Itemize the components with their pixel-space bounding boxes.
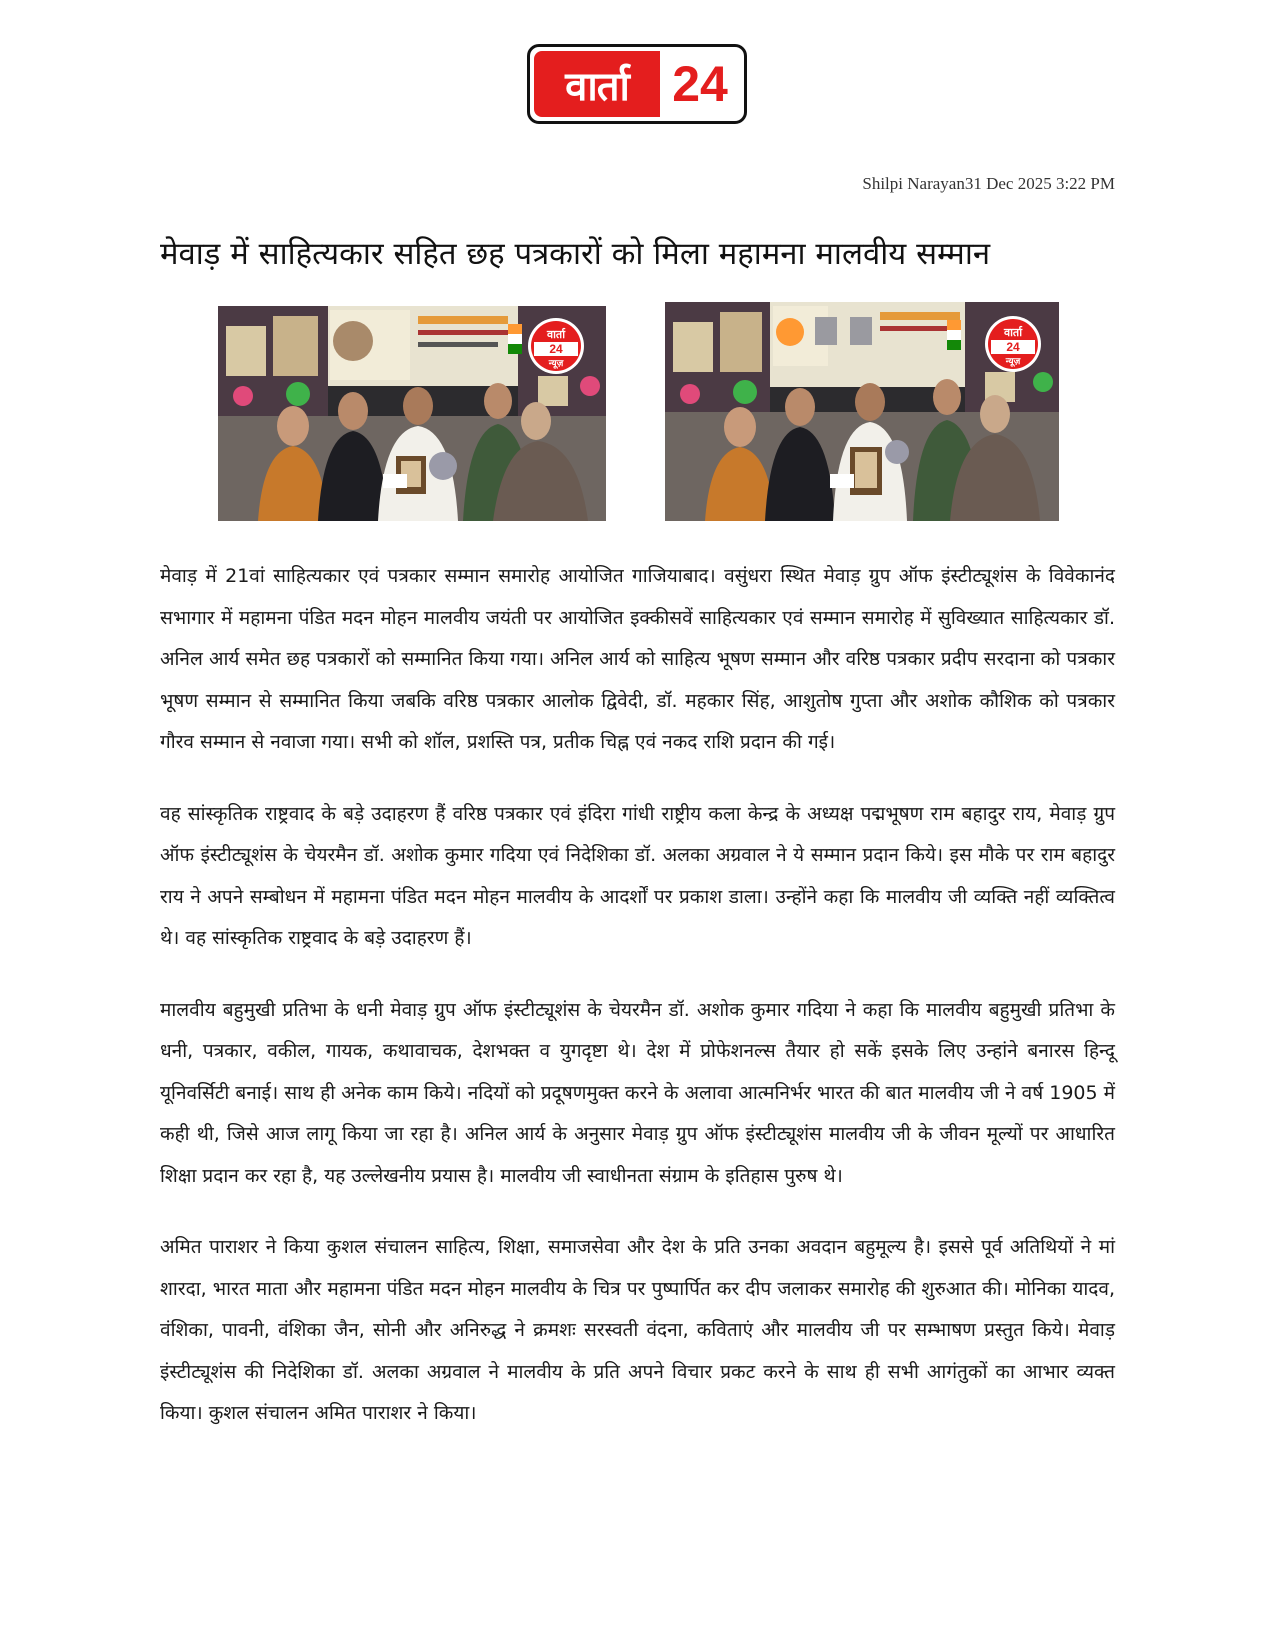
- article-paragraph: वह सांस्कृतिक राष्ट्रवाद के बड़े उदाहरण हैं वरिष्ठ पत्रकार एवं इंदिरा गांधी राष्ट्रीय कला केन्द्र के अध्यक्ष पद्मभूषण राम बहादुर राय, मेवाड़ ग्रुप ऑफ इंस्टीट्यूशंस के चेयरमैन डॉ. अशोक कुमार गदिया एवं निदेशिका डॉ. अलका अग्रवाल ने ये सम्मान प्रदान किये। इस मौके पर राम बहादुर राय ने अपने सम्बोधन में महामना पंडित मदन मोहन मालवीय के आदर्शों पर प्रकाश डाला। उन्होंने कहा कि मालवीय जी व्यक्ति नहीं व्यक्तित्व थे। वह सांस्कृतिक राष्ट्रवाद के बड़े उदाहरण हैं।: [160, 802, 1115, 949]
- author-name: Shilpi Narayan: [862, 174, 965, 193]
- logo-wordmark: वार्ता: [534, 51, 660, 117]
- article-paragraph: अमित पाराशर ने किया कुशल संचालन साहित्य, शिक्षा, समाजसेवा और देश के प्रति उनका अवदान बहुमूल्य है। इससे पूर्व अतिथियों ने मां शारदा, भारत माता और महामना पंडित मदन मोहन मालवीय के चित्र पर पुष्पार्पित कर दीप जलाकर समारोह की शुरुआत की। मोनिका यादव, वंशिका, पावनी, वंशिका जैन, सोनी और अनिरुद्ध ने क्रमशः सरस्वती वंदना, कविताएं और मालवीय जी पर सम्भाषण प्रस्तुत किये। मेवाड़ इंस्टीट्यूशंस की निदेशिका डॉ. अलका अग्रवाल ने मालवीय के प्रति अपने विचार प्रकट करने के साथ ही सभी आगंतुकों का आभार व्यक्त किया। कुशल संचालन अमित पाराशर ने किया।: [160, 1236, 1115, 1424]
- byline: [862, 174, 1115, 194]
- event-photo-1-graphic: [218, 306, 606, 521]
- publish-datetime: 31 Dec 2025 3:22 PM: [964, 174, 1115, 193]
- photo-badge-bottom: न्यूज़: [1005, 357, 1021, 367]
- photo-badge-number: 24: [549, 342, 563, 356]
- photo-badge-top: वार्ता: [1003, 326, 1023, 339]
- event-photo-2-graphic: [665, 302, 1059, 521]
- article-body: [160, 556, 1115, 1465]
- article-paragraph: मेवाड़ में 21वां साहित्यकार एवं पत्रकार सम्मान समारोह आयोजित गाजियाबाद। वसुंधरा स्थित मेवाड़ ग्रुप ऑफ इंस्टीट्यूशंस के विवेकानंद सभागार में महामना पंडित मदन मोहन मालवीय जयंती पर आयोजित इक्कीसवें साहित्यकार एवं सम्मान समारोह में सुविख्यात साहित्यकार डॉ. अनिल आर्य समेत छह पत्रकारों को सम्मानित किया गया। अनिल आर्य को साहित्य भूषण सम्मान और वरिष्ठ पत्रकार प्रदीप सरदाना को पत्रकार भूषण सम्मान से सम्मानित किया जबकि वरिष्ठ पत्रकार आलोक द्विवेदी, डॉ. महकार सिंह, आशुतोष गुप्ता और अशोक कौशिक को पत्रकार गौरव सम्मान से नवाजा गया। सभी को शॉल, प्रशस्ति पत्र, प्रतीक चिह्न एवं नकद राशि प्रदान की गई।: [160, 565, 1115, 753]
- article-paragraph: मालवीय बहुमुखी प्रतिभा के धनी मेवाड़ ग्रुप ऑफ इंस्टीट्यूशंस के चेयरमैन डॉ. अशोक कुमार गदिया ने कहा कि मालवीय बहुमुखी प्रतिभा के धनी, पत्रकार, वकील, गायक, कथावाचक, देशभक्त व युगदृष्टा थे। देश में प्रोफेशनल्स तैयार हो सकें इसके लिए उन्हांने बनारस हिन्दू यूनिवर्सिटी बनाई। साथ ही अनेक काम किये। नदियों को प्रदूषणमुक्त करने के अलावा आत्मनिर्भर भारत की बात मालवीय जी ने वर्ष 1905 में कही थी, जिसे आज लागू किया जा रहा है। अनिल आर्य के अनुसार मेवाड़ ग्रुप ऑफ इंस्टीट्यूशंस मालवीय जी के जीवन मूल्यों पर आधारित शिक्षा प्रदान कर रहा है, यह उल्लेखनीय प्रयास है। मालवीय जी स्वाधीनता संग्राम के इतिहास पुरुष थे।: [160, 998, 1115, 1187]
- event-photo-1: [218, 306, 606, 521]
- event-photo-2: [665, 302, 1059, 521]
- logo-inner: [534, 51, 740, 117]
- photo-badge-number: 24: [1006, 340, 1020, 354]
- logo-number: 24: [660, 51, 740, 117]
- photo-badge-bottom: न्यूज़: [548, 359, 564, 369]
- article-headline: मेवाड़ में साहित्यकार सहित छह पत्रकारों को मिला महामना मालवीय सम्मान: [160, 236, 991, 272]
- photo-badge-top: वार्ता: [546, 328, 566, 341]
- site-logo[interactable]: [527, 44, 747, 124]
